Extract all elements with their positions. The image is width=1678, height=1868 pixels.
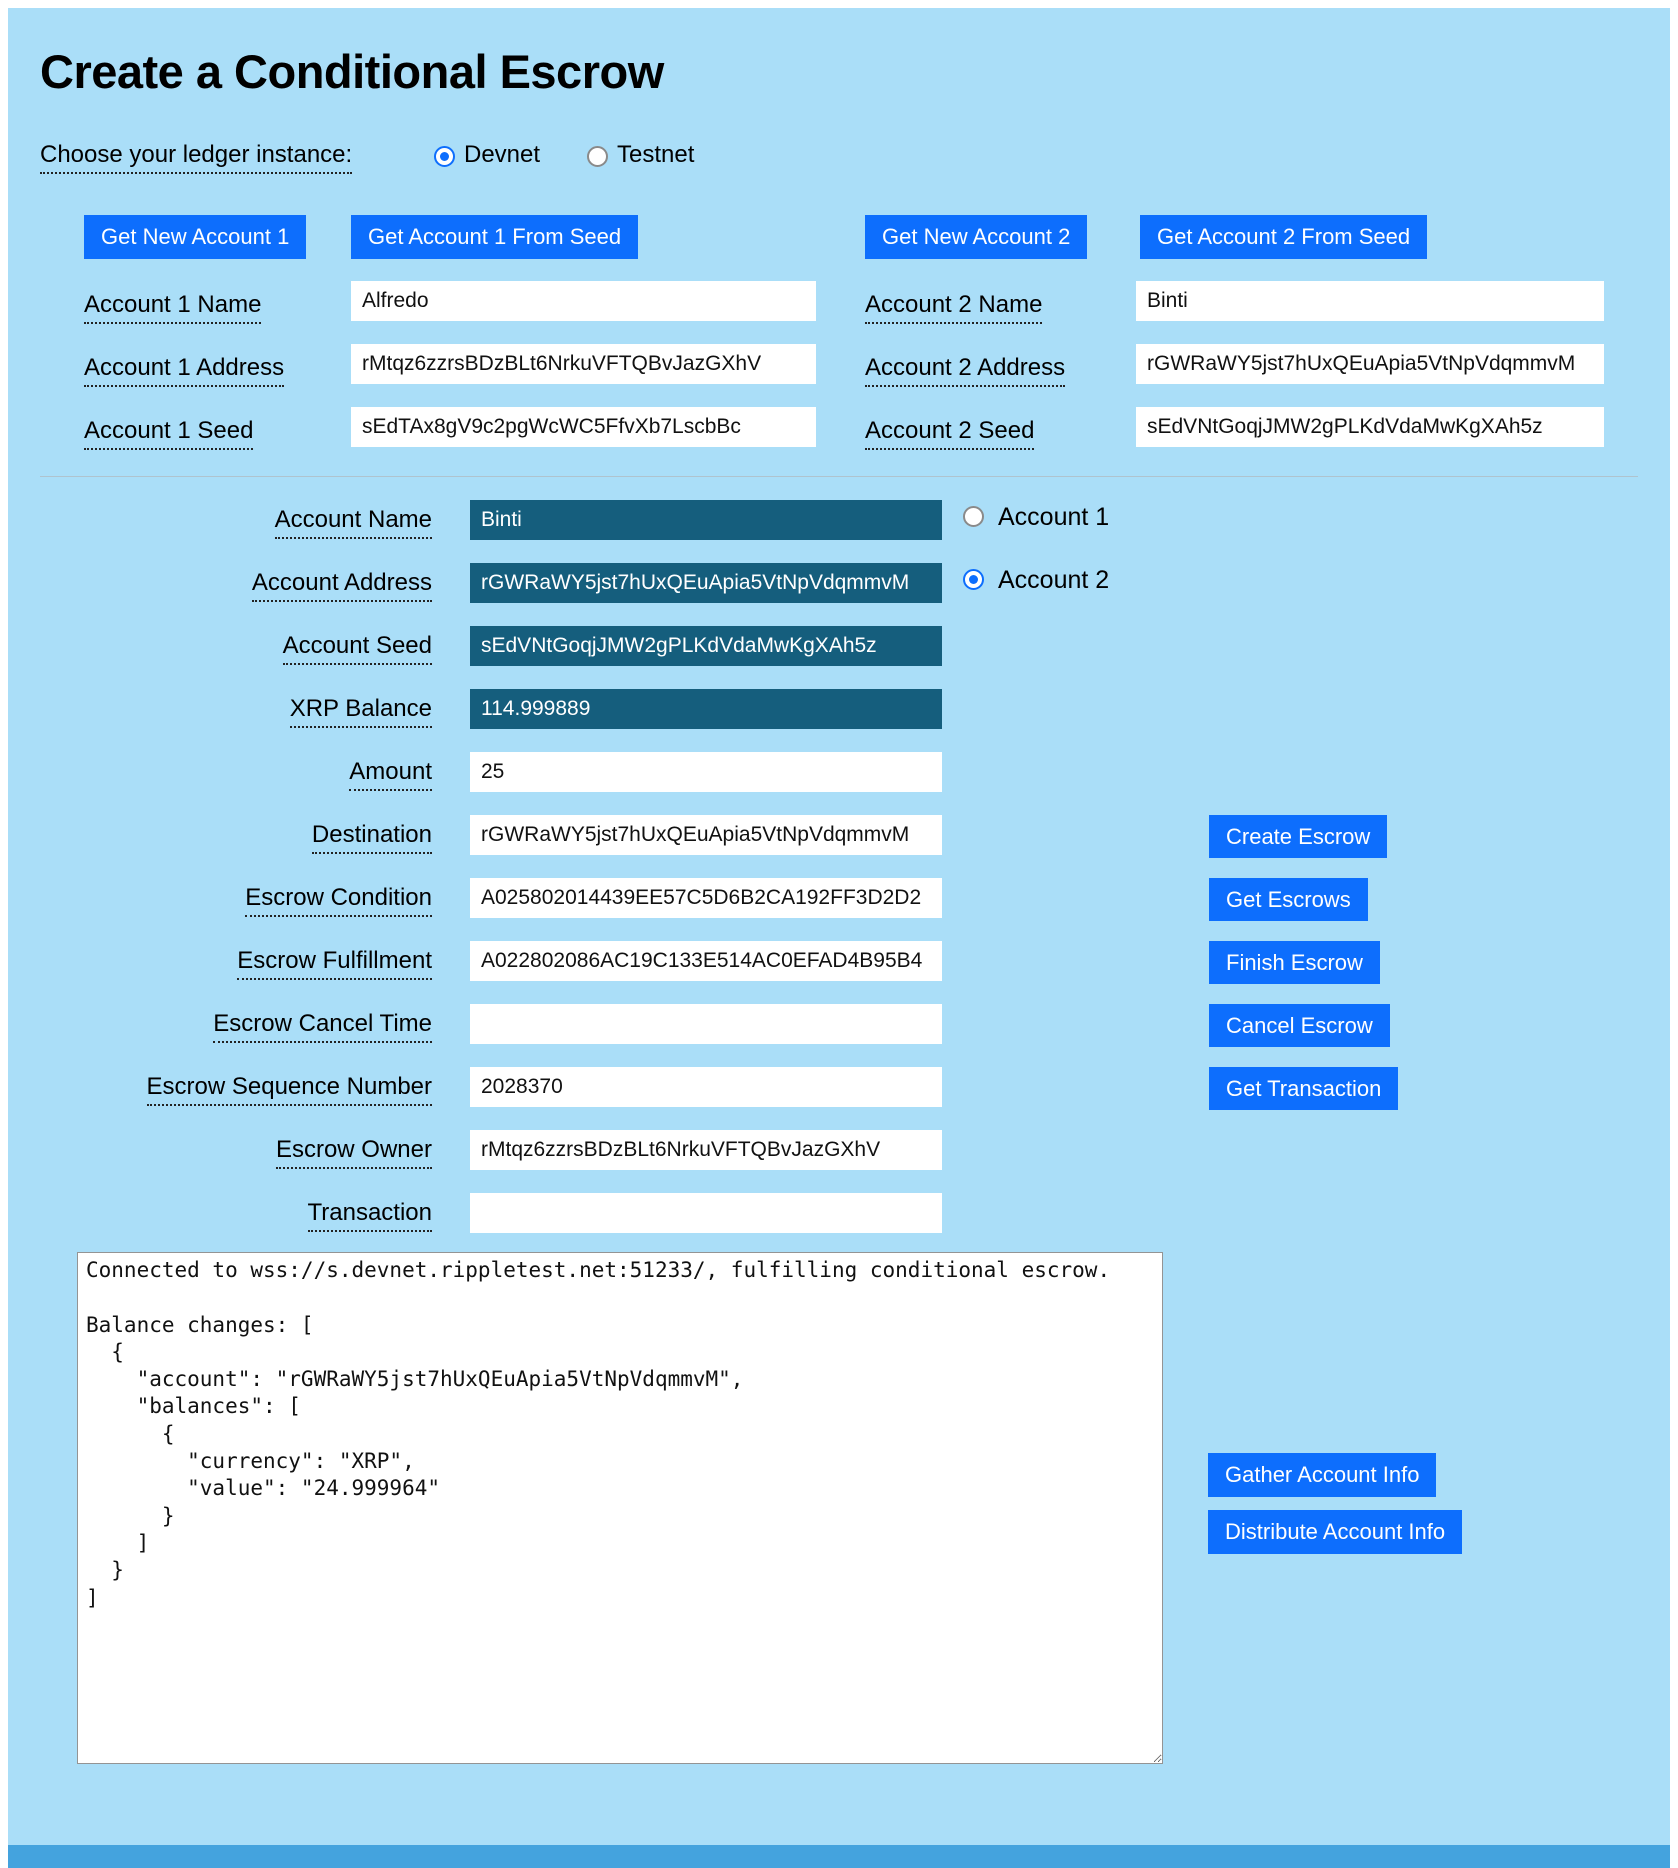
ledger-instance-label: Choose your ledger instance: (40, 141, 352, 174)
transaction-label: Transaction (308, 1199, 433, 1232)
account-seed-input[interactable] (470, 626, 942, 666)
gather-account-info-button[interactable]: Gather Account Info (1208, 1453, 1436, 1497)
escrow-fulfillment-input[interactable] (470, 941, 942, 981)
footer-strip (8, 1845, 1670, 1868)
account-seed-label: Account Seed (283, 632, 432, 665)
transaction-input[interactable] (470, 1193, 942, 1233)
escrow-cancel-time-label: Escrow Cancel Time (213, 1010, 432, 1043)
xrp-balance-label: XRP Balance (290, 695, 432, 728)
escrow-condition-label: Escrow Condition (245, 884, 432, 917)
account1-address-label: Account 1 Address (84, 354, 284, 387)
account1-name-label: Account 1 Name (84, 291, 261, 324)
account1-name-input[interactable] (351, 281, 816, 321)
xrp-balance-input[interactable] (470, 689, 942, 729)
account2-address-input[interactable] (1136, 344, 1604, 384)
escrow-owner-input[interactable] (470, 1130, 942, 1170)
account-address-label: Account Address (252, 569, 432, 602)
get-account1-from-seed-button[interactable]: Get Account 1 From Seed (351, 215, 638, 259)
account1-radio-label[interactable]: Account 1 (998, 503, 1110, 531)
devnet-radio[interactable] (434, 146, 455, 167)
escrow-condition-input[interactable] (470, 878, 942, 918)
cancel-escrow-button[interactable]: Cancel Escrow (1209, 1004, 1390, 1047)
account2-radio[interactable] (963, 569, 984, 590)
escrow-sequence-number-input[interactable] (470, 1067, 942, 1107)
escrow-cancel-time-input[interactable] (470, 1004, 942, 1044)
get-transaction-button[interactable]: Get Transaction (1209, 1067, 1398, 1110)
amount-input[interactable] (470, 752, 942, 792)
account2-name-label: Account 2 Name (865, 291, 1042, 324)
account2-seed-input[interactable] (1136, 407, 1604, 447)
section-divider (40, 476, 1638, 477)
get-new-account2-button[interactable]: Get New Account 2 (865, 215, 1087, 259)
escrow-fulfillment-label: Escrow Fulfillment (237, 947, 432, 980)
account1-seed-label: Account 1 Seed (84, 417, 253, 450)
devnet-radio-label[interactable]: Devnet (464, 141, 541, 168)
create-escrow-button[interactable]: Create Escrow (1209, 815, 1387, 858)
account1-radio[interactable] (963, 506, 984, 527)
testnet-radio[interactable] (587, 146, 608, 167)
account2-radio-label[interactable]: Account 2 (998, 566, 1110, 594)
escrow-owner-label: Escrow Owner (276, 1136, 432, 1169)
account2-seed-label: Account 2 Seed (865, 417, 1034, 450)
get-new-account1-button[interactable]: Get New Account 1 (84, 215, 306, 259)
amount-label: Amount (349, 758, 432, 791)
testnet-radio-label[interactable]: Testnet (617, 141, 695, 168)
account1-seed-input[interactable] (351, 407, 816, 447)
account2-name-input[interactable] (1136, 281, 1604, 321)
escrow-sequence-number-label: Escrow Sequence Number (147, 1073, 432, 1106)
distribute-account-info-button[interactable]: Distribute Account Info (1208, 1510, 1462, 1554)
results-textarea[interactable] (77, 1252, 1163, 1764)
account-address-input[interactable] (470, 563, 942, 603)
account1-address-input[interactable] (351, 344, 816, 384)
account-name-input[interactable] (470, 500, 942, 540)
finish-escrow-button[interactable]: Finish Escrow (1209, 941, 1380, 984)
get-escrows-button[interactable]: Get Escrows (1209, 878, 1368, 921)
account2-address-label: Account 2 Address (865, 354, 1065, 387)
get-account2-from-seed-button[interactable]: Get Account 2 From Seed (1140, 215, 1427, 259)
destination-label: Destination (312, 821, 432, 854)
page-title: Create a Conditional Escrow (40, 45, 664, 98)
destination-input[interactable] (470, 815, 942, 855)
account-name-label: Account Name (275, 506, 432, 539)
